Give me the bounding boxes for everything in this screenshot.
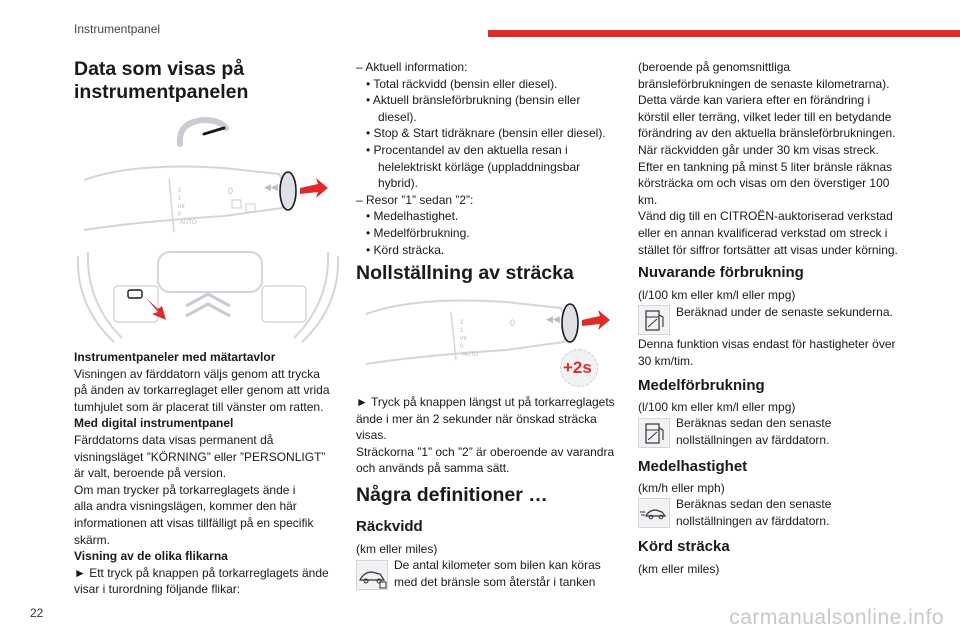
svg-text:1: 1 — [460, 328, 464, 334]
steering-wheel-dashboard-illustration — [74, 246, 342, 346]
svg-text:Int: Int — [460, 336, 467, 342]
paragraph-title: Instrumentpaneler med mätartavlor — [74, 350, 276, 364]
subsection-heading: Körd sträcka — [638, 538, 730, 555]
unit-text: (km eller miles) — [638, 562, 720, 576]
watermark: carmanualsonline.info — [729, 606, 944, 629]
paragraph-title: Visning av de olika flikarna — [74, 549, 228, 564]
svg-text:AUTO: AUTO — [180, 220, 197, 226]
paragraph-line: ände i mer än 2 sekunder när önskad sträcka — [356, 411, 597, 426]
svg-text:Int: Int — [178, 204, 185, 210]
unit-text: (l/100 km eller km/l eller mpg) — [638, 288, 796, 302]
svg-text:0: 0 — [228, 186, 234, 196]
paragraph-line: skärm. — [74, 532, 110, 547]
svg-text:AUTO: AUTO — [462, 352, 479, 358]
list-item: hybrid). — [378, 176, 419, 191]
svg-text:0: 0 — [178, 212, 182, 218]
fuel-pump-icon — [638, 305, 670, 335]
page-number: 22 — [30, 606, 44, 620]
header-accent-bar — [488, 30, 960, 37]
paragraph-line: informationen att visas tillfälligt på en specifik — [74, 515, 314, 530]
paragraph-line: Visningen av färddatorn väljs genom att trycka — [74, 366, 320, 381]
range-icon — [356, 560, 388, 590]
paragraph-line: förändring av den aktuella bränsleförbrukningen. — [638, 126, 896, 141]
list-item: helelektriskt körläge (uppladdningsbar — [378, 159, 581, 174]
paragraph-line: är valt, beroende på version. — [74, 466, 227, 481]
paragraph-line: stället för siffror fortsätter att visas under körning. — [638, 242, 898, 257]
definition-line: Beräknas sedan den senaste — [676, 416, 832, 430]
paragraph-line: på änden av torkarreglaget eller genom att vrida — [74, 383, 330, 398]
list-item: • Procentandel av den aktuella resan i — [366, 142, 568, 157]
paragraph-line: Sträckorna ”1” och ”2” är oberoende av varandra — [356, 444, 615, 459]
paragraph-line: (beroende på genomsnittliga — [638, 60, 791, 74]
list-item: diesel). — [378, 109, 417, 124]
paragraph-line: km. — [638, 192, 658, 207]
paragraph-line: med det bränsle som återstår i tanken — [394, 574, 596, 589]
car-speed-icon — [638, 498, 670, 528]
definition-text: Beräknad under de senaste sekunderna. — [676, 305, 893, 319]
section-heading: Data som visas på instrumentpanelen — [74, 58, 249, 103]
paragraph-line: ► Tryck på knappen längst ut på torkarreglagets — [356, 395, 615, 409]
definition-line: nollställningen av färddatorn. — [676, 513, 830, 528]
paragraph-line: visar i turordning följande flikar: — [74, 582, 241, 597]
svg-text:◀◀: ◀◀ — [546, 314, 560, 324]
section-heading: Nollställning av sträcka — [356, 262, 574, 284]
steering-wheel-icon — [174, 114, 234, 150]
list-item: • Medelförbrukning. — [366, 225, 470, 240]
paragraph-line: När räckvidden går under 30 km visas streck. — [638, 142, 879, 157]
paragraph-line: De antal kilometer som bilen kan köras — [394, 558, 601, 572]
svg-text:2: 2 — [460, 320, 464, 326]
paragraph-line: tumhjulet som är placerat till vänster om ratten. — [74, 399, 324, 414]
paragraph-line: Vänd dig till en CITROËN-auktoriserad verkstad — [638, 209, 893, 224]
list-item: • Total räckvidd (bensin eller diesel). — [366, 76, 558, 91]
definition-line: nollställningen av färddatorn. — [676, 432, 830, 447]
subsection-heading: Nuvarande förbrukning — [638, 264, 804, 281]
paragraph-line: bränsleförbrukningen de senaste kilometrarna). — [638, 76, 890, 91]
unit-text: (km/h eller mph) — [638, 481, 725, 495]
running-header: Instrumentpanel — [74, 22, 161, 36]
paragraph-title: Med digital instrumentpanel — [74, 416, 234, 431]
list-item: • Medelhastighet. — [366, 209, 459, 224]
svg-text:1: 1 — [178, 196, 182, 202]
paragraph-line: Denna funktion visas endast för hastigheter över — [638, 337, 896, 351]
paragraph-line: och används på samma sätt. — [356, 461, 510, 476]
svg-text:0: 0 — [460, 344, 464, 350]
list-item: • Stop & Start tidräknare (bensin eller diesel). — [366, 126, 606, 141]
unit-text: (km eller miles) — [356, 542, 438, 556]
unit-text: (l/100 km eller km/l eller mpg) — [638, 400, 796, 414]
paragraph-line: Detta värde kan variera efter en förändring i — [638, 93, 871, 108]
fuel-pump-icon — [638, 418, 670, 448]
subsection-heading: Medelförbrukning — [638, 377, 765, 394]
paragraph-line: alla andra visningslägen, kommer den här — [74, 499, 297, 514]
paragraph-line: eller en annan kvalificerad verkstad om streck i — [638, 225, 888, 240]
paragraph-line: visas. — [356, 428, 387, 443]
paragraph-line: körstil eller terräng, vilket leder till en betydande — [638, 109, 892, 124]
subsection-heading: Räckvidd — [356, 518, 423, 535]
list-item: • Körd sträcka. — [366, 242, 445, 257]
hold-2s-icon — [560, 349, 598, 387]
paragraph-line: Färddatorns data visas permanent då — [74, 432, 274, 447]
hold-2s-label: +2s — [563, 358, 592, 377]
svg-text:◀◀: ◀◀ — [264, 182, 278, 192]
section-heading: Några definitioner … — [356, 484, 548, 506]
paragraph-line: visningsläget ”KÖRNING” eller ”PERSONLIGT” — [74, 449, 326, 464]
tab-list — [356, 59, 624, 258]
paragraph-line: Efter en tankning på minst 5 liter bränsle räknas — [638, 159, 893, 174]
paragraph-line: körsträcka om och visas om den överstiger 100 — [638, 176, 890, 191]
subsection-heading: Medelhastighet — [638, 458, 748, 475]
svg-text:2: 2 — [178, 188, 182, 194]
wiper-stalk-illustration — [74, 160, 342, 244]
list-item: – Resor ”1” sedan ”2”: — [356, 192, 474, 207]
definition-line: Beräknas sedan den senaste — [676, 497, 832, 511]
list-item: • Aktuell bränsleförbrukning (bensin eller — [366, 93, 581, 108]
svg-text:0: 0 — [510, 318, 516, 328]
paragraph-line: ► Ett tryck på knappen på torkarreglagets ände — [74, 565, 329, 580]
list-item: – Aktuell information: — [356, 60, 468, 74]
paragraph-line: 30 km/tim. — [638, 353, 694, 368]
paragraph-line: Om man trycker på torkarreglagets ände i — [74, 482, 296, 497]
